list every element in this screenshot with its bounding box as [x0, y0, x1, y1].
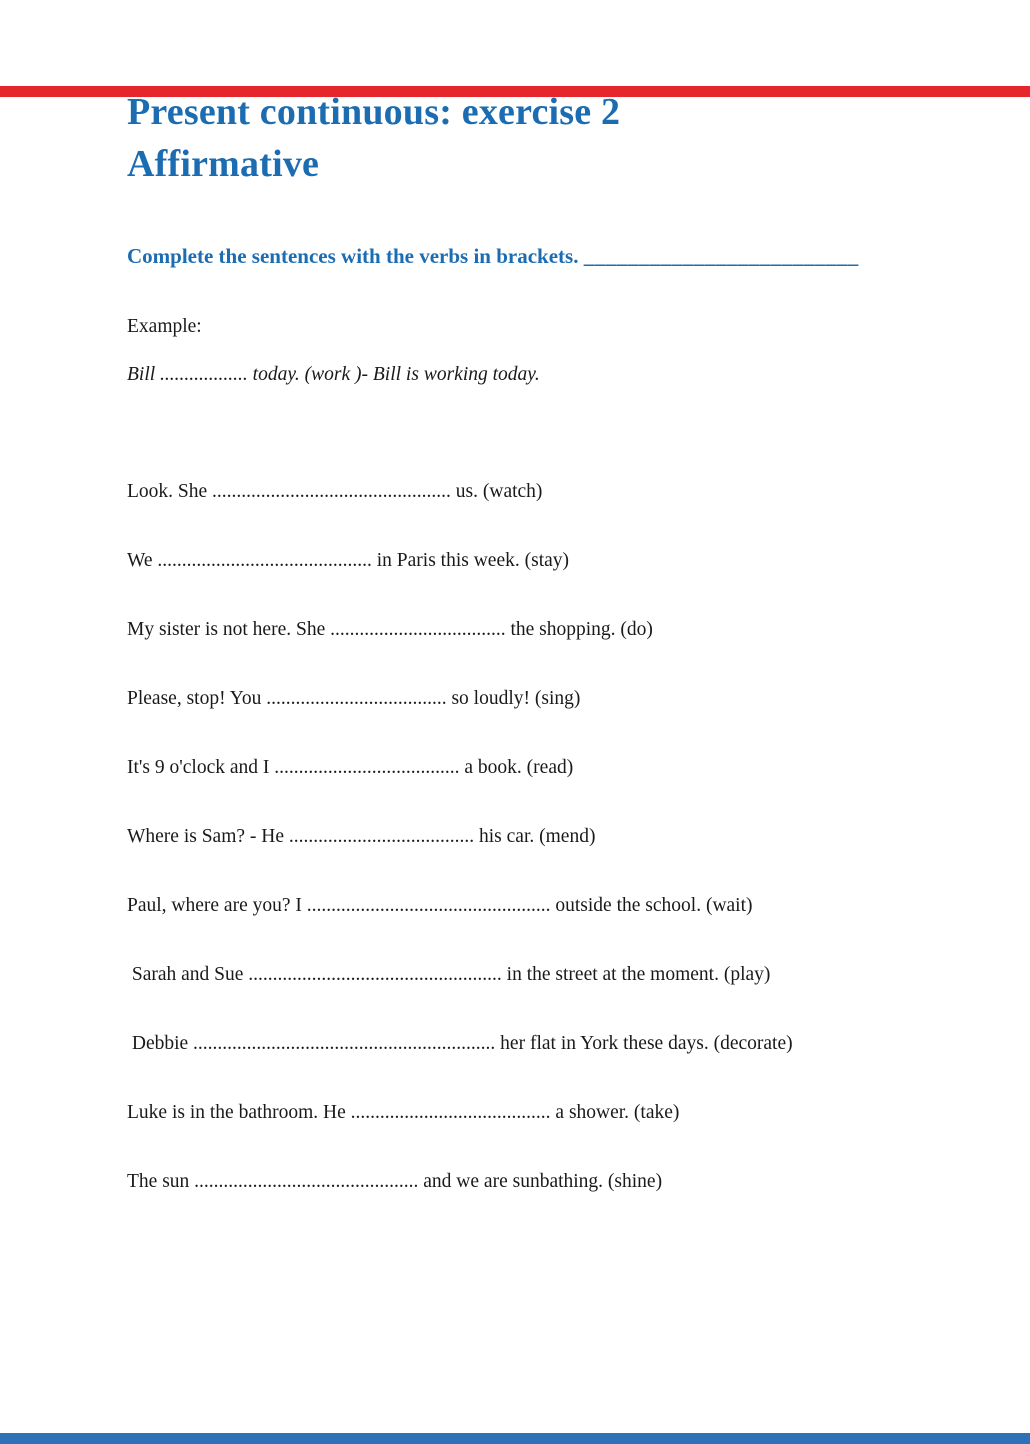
worksheet-page: [0, 86, 1030, 1194]
instruction-text: Complete the sentences with the verbs in brackets.: [127, 244, 579, 268]
example-label: Example:: [127, 316, 202, 337]
exercise-sentence-1: Look. She ................................................. us. (watch): [127, 481, 543, 502]
exercise-sentence-10: Luke is in the bathroom. He ......................................... a shower. (take): [127, 1102, 680, 1123]
page-title-line1: Present continuous: exercise 2: [127, 91, 621, 133]
exercise-sentence-8: Sarah and Sue .................................................... in the street at the moment. (play): [127, 964, 771, 985]
example-sentence: Bill .................. today. (work )- Bill is working today.: [127, 364, 540, 385]
exercise-sentence-4: Please, stop! You ..................................... so loudly! (sing): [127, 688, 581, 709]
exercise-sentence-5: It's 9 o'clock and I ...................................... a book. (read): [127, 757, 574, 778]
exercise-sentence-6: Where is Sam? - He ...................................... his car. (mend): [127, 826, 596, 847]
exercise-sentence-11: The sun .............................................. and we are sunbathing. (shine): [127, 1171, 663, 1192]
instruction-blank-line: _________________________: [583, 244, 859, 268]
exercise-sentence-7: Paul, where are you? I .................................................. outside the school. (wait): [127, 895, 753, 916]
instruction-line: [127, 244, 948, 269]
exercise-sentence-list: [127, 480, 948, 1194]
page-title-line2: Affirmative: [127, 143, 320, 185]
exercise-sentence-2: We ............................................ in Paris this week. (stay): [127, 550, 570, 571]
exercise-sentence-3: My sister is not here. She .................................... the shopping. (do): [127, 619, 653, 640]
page-title: [127, 86, 948, 190]
exercise-sentence-9: Debbie .............................................................. her flat in York these days. (decorate): [127, 1033, 793, 1054]
page-bottom-edge-bar: [0, 1433, 1030, 1444]
